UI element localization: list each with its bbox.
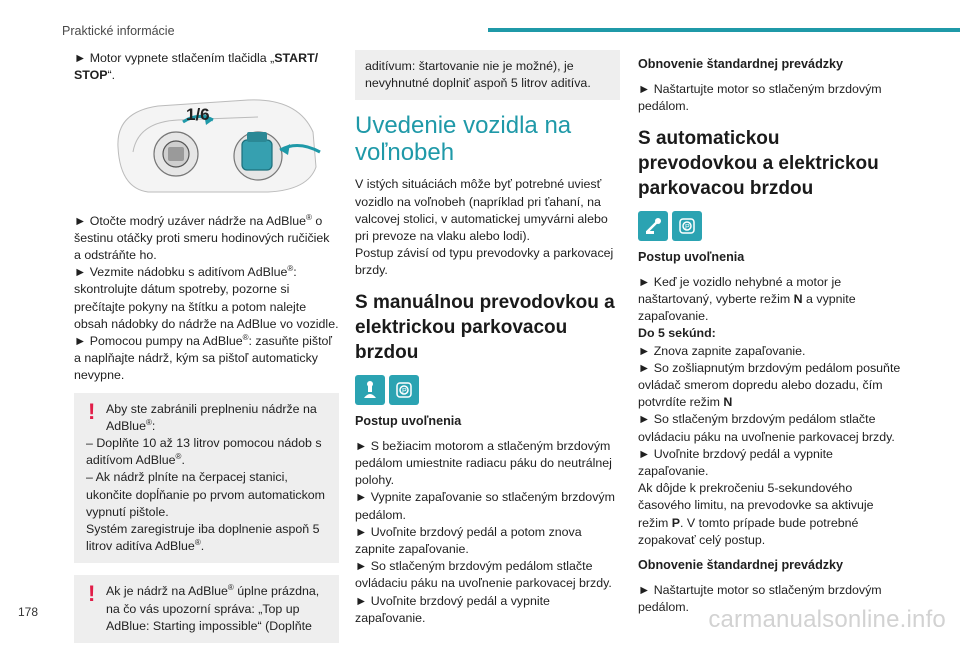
page-number: 178: [18, 605, 39, 619]
step-container: ► Vezmite nádobku s aditívom AdBlue®: skontrolujte dátum spotreby, pozorne si prečítajte pokyny na štítku a potom nalejte obsah nádobky do nádrže na AdBlue vo vozidle.: [74, 264, 339, 331]
within-5-seconds: Do 5 sekúnd:: [638, 326, 716, 341]
warning-box-overfill: ! Aby ste zabránili preplneniu nádrže na AdBlue®: – Doplňte 10 až 13 litrov pomocou nádob s aditívom AdBlue®. – Ak nádrž plníte na čerpacej stanici, ukončite dopĺňanie po prvom automatickom vypnutí pištole. Systém zaregistruje iba doplnenie aspoň 5 litrov aditíva AdBlue®.: [74, 393, 339, 564]
step-2: ► Znova zapnite zapaľovanie.: [638, 343, 806, 358]
heading-release-procedure: Postup uvoľnenia: [638, 249, 745, 264]
heading-manual-gearbox: S manuálnou prevodovkou a elektrickou parkovacou brzdou: [355, 291, 615, 363]
step-2: ► Vypnite zapaľovanie so stlačeným brzdovým pedálom.: [355, 490, 615, 522]
header-accent-bar: [488, 28, 960, 32]
intro-text-2: Postup závisí od typu prevodovky a parkovacej brzdy.: [355, 246, 614, 278]
heading-restore-normal: Obnovenie štandardnej prevádzky: [638, 57, 844, 71]
warning-icon: !: [88, 398, 96, 424]
step-4: ► So stlačeným brzdovým pedálom stlačte ovládaciu páku na uvoľnenie parkovacej brzdy.: [638, 412, 895, 444]
gear-selector-icon: [638, 211, 668, 241]
adblue-cap-illustration: [98, 92, 339, 202]
restore-step: ► Naštartujte motor so stlačeným brzdovým pedálom.: [638, 82, 882, 114]
step-pump: ► Pomocou pumpy na AdBlue®: zasuňte pištoľ a naplňajte nádrž, kým sa pištoľ automaticky nevypne.: [74, 332, 333, 383]
intro-text: V istých situáciách môže byť potrebné uviesť vozidlo na voľnobeh (napríklad pri ťahaní, na valcovej stolici, v automatickej umyvárni alebo pri prevoze na vlaku alebo lodi).: [355, 177, 608, 244]
svg-text:P: P: [402, 387, 407, 395]
step-1: ► Keď je vozidlo nehybné a motor je naštartovaný, vyberte režim N a vypnite zapaľovanie.: [638, 274, 856, 324]
step-5: ► Uvoľnite brzdový pedál a vypnite zapaľovanie.: [355, 593, 550, 625]
column-2: [355, 50, 620, 633]
timeout-note: Ak dôjde k prekročeniu 5-sekundového časového limitu, na prevodovke sa aktivuje režim P. V tomto prípade bude potrebné zopakovať celý postup.: [638, 481, 874, 547]
gear-lever-icon: [355, 375, 385, 405]
svg-text:P: P: [685, 223, 690, 231]
warning-box-empty-tank: ! Ak je nádrž na AdBlue® úplne prázdna, na čo vás upozorní správa: „Top up AdBlue: Starting impossible“ (Doplňte: [74, 575, 339, 643]
step-4: ► So stlačeným brzdovým pedálom stlačte ovládaciu páku na uvoľnenie parkovacej brzdy.: [355, 559, 612, 591]
heading-restore-normal: Obnovenie štandardnej prevádzky: [638, 558, 844, 573]
warning-icon: !: [88, 581, 96, 607]
warning-box-continued: aditívum: štartovanie nie je možné), je nevyhnutné doplniť aspoň 5 litrov aditíva.: [355, 50, 620, 100]
parking-brake-icon: [389, 375, 419, 405]
engine-off-step: ► Motor vypnete stlačením tlačidla „START/ STOP“.: [74, 51, 319, 83]
icon-row: [355, 375, 620, 405]
step-5: ► Uvoľnite brzdový pedál a vypnite zapaľovanie.: [638, 446, 833, 479]
section-heading-freewheel: Uvedenie vozidla na voľnobeh: [355, 112, 572, 167]
step-open-cap: ► Otočte modrý uzáver nádrže na AdBlue® o šestinu otáčky proti smeru hodinových ručičiek a odstráňte ho.: [74, 212, 330, 263]
step-1: ► S bežiacim motorom a stlačeným brzdovým pedálom umiestnite radiacu páku do neutrálnej polohy.: [355, 438, 612, 488]
heading-automatic-gearbox: S automatickou prevodovkou a elektrickou parkovacou brzdou: [638, 127, 879, 199]
parking-brake-icon: [672, 211, 702, 241]
icon-row: [638, 211, 903, 241]
watermark: carmanualsonline.info: [708, 606, 946, 633]
restore-step: ► Naštartujte motor so stlačeným brzdovým pedálom.: [638, 583, 882, 615]
step-3: ► So zošliapnutým brzdovým pedálom posuňte ovládač smerom dopredu alebo dozadu, čím potvrdíte režim N: [638, 360, 901, 410]
section-title: Praktické informácie: [62, 24, 175, 38]
column-3: [638, 50, 903, 623]
column-1: [74, 50, 339, 655]
heading-release-procedure: Postup uvoľnenia: [355, 413, 462, 428]
step-3: ► Uvoľnite brzdový pedál a potom znova zapnite zapaľovanie.: [355, 524, 582, 557]
illustration-fraction-label: 1/6: [186, 105, 210, 125]
